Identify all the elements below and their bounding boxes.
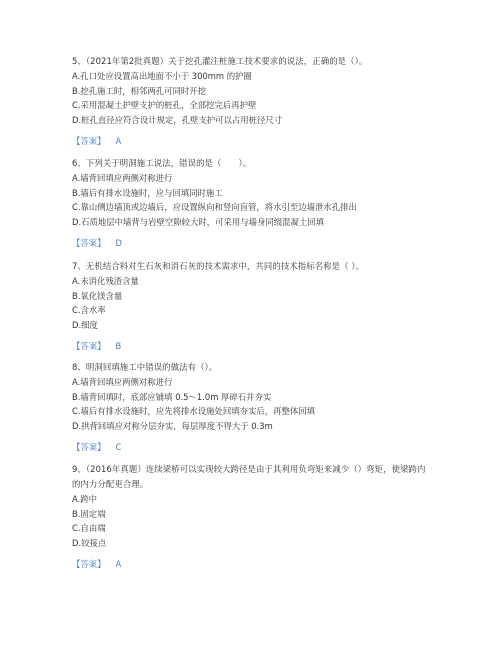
question-7 [72,259,442,352]
answer-label: 【答案】 [72,238,106,249]
answer-line [72,441,442,453]
option-a: A.墙背回填应两侧对称进行 [72,173,173,183]
answer-value: A [115,136,122,147]
question-9 [72,462,442,570]
option-b: B.挖孔施工时，相邻两孔可同时开挖 [72,85,207,96]
answer-value: A [115,559,122,570]
option-c: C.含水率 [72,305,106,316]
question-stem: 8、明洞回填施工中错误的做法有（）。 [72,362,218,372]
answer-line [72,237,442,249]
question-stem: 9、（2016年真题）连续梁桥可以实现较大跨径是由于其利用负弯矩来减少（）弯矩，使梁跨内的内力分配更合理。 [72,464,426,489]
option-d: D.铰接点 [72,537,107,548]
option-c: C.自由端 [72,523,106,534]
answer-line [72,340,442,352]
option-d: D.细度 [72,319,98,330]
option-b: B.固定端 [72,508,106,519]
answer-line [72,135,442,147]
option-a: A.跨中 [72,494,97,504]
option-d: D.桩孔直径应符合设计规定，孔壁支护可以占用桩径尺寸 [72,114,283,125]
question-stem: 7、无机结合料对生石灰和消石灰的技术需求中，共同的技术指标名称是（ ）。 [72,261,365,271]
question-stem: 6、下列关于明洞施工说法，错误的是（ ）。 [72,158,252,168]
answer-value: D [115,238,122,249]
answer-label: 【答案】 [72,442,106,453]
question-8 [72,360,442,453]
option-c: C.墙后有排水设施时，应先将排水设施处回填夯实后，再整体回填 [72,406,316,417]
option-a: A.墙背回填应两侧对称进行 [72,377,173,387]
answer-line [72,558,442,570]
question-stem: 5、（2021年第2批真题）关于挖孔灌注桩施工技术要求的说法，正确的是（）。 [72,56,368,66]
question-5 [72,54,442,147]
answer-label: 【答案】 [72,559,106,570]
option-a: A.孔口处应设置高出地面不小于 300mm 的护圈 [72,71,252,81]
answer-value: C [115,442,122,453]
option-b: B.墙后有排水设施时，应与回填同时施工 [72,187,223,198]
option-b: B.墙背回填时，底部应铺填 0.5～1.0m 厚碎石并夯实 [72,391,272,402]
answer-value: B [115,341,122,352]
option-c: C.采用混凝土护壁支护的桩孔，全部挖完后再护壁 [72,100,257,111]
option-d: D.石质地层中墙背与岩壁空隙较大时，可采用与墙身同级混凝土回填 [72,216,324,227]
answer-label: 【答案】 [72,341,106,352]
option-d: D.拱背回填应对称分层夯实，每层厚度不得大于 0.3m [72,420,273,431]
answer-label: 【答案】 [72,136,106,147]
option-b: B.氧化镁含量 [72,290,123,301]
option-c: C.靠山侧边墙顶或边墙后，应设置纵向和竖向盲管，将水引至边墙泄水孔排出 [72,202,357,213]
question-6 [72,156,442,249]
option-a: A.未消化残渣含量 [72,276,139,286]
